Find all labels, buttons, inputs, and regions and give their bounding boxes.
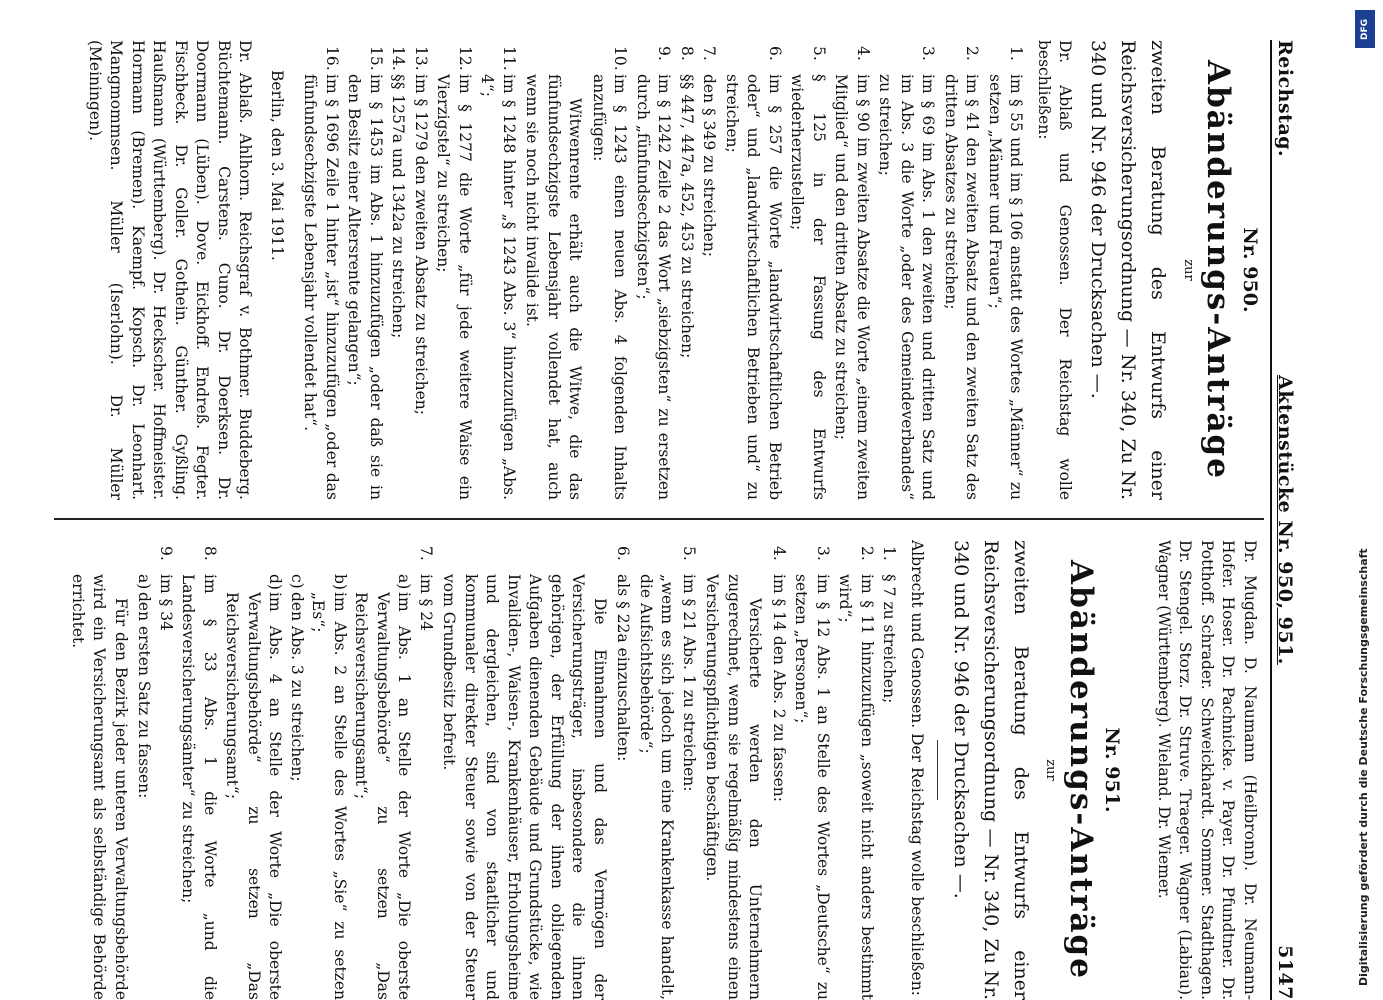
motion-item: 7. den § 349 zu streichen; — [700, 46, 719, 258]
running-header — [1270, 40, 1300, 1000]
doc-950-motions — [299, 40, 1027, 500]
motion-item: 3. im § 12 Abs. 1 an Stelle des Wortes „Deutsche“ zu setzen „Personen“; — [792, 546, 832, 1000]
doc-950-zur: zur — [1181, 259, 1196, 281]
motion-item: 6. als § 22a einzuschalten: Die Einnahmen und das Vermögen der Versicherungsträger, insbesondere die ihnen gehörigen, der Erfüllung der ihnen obliegenden Aufgaben dienenden Gebäude und Grundstücke, wie Invaliden-, Waisen-, Krankenhäuser, Erholungsheime und dergleichen, sind von staatlicher und kommunaler direkter Steuer sowie von der Steuer vom Grundbesitz befreit. — [438, 540, 634, 1000]
doc-950-date: Berlin, den 3. Mai 1911. — [268, 70, 286, 261]
motion-item: 9. im § 34 a) den ersten Satz zu fassen: Für den Bezirk jeder unteren Verwaltungsbehörde wird ein Versicherungsamt als selbständige Behörde errichtet. — [67, 540, 177, 1000]
doc-950-title: Abänderungs-Anträge — [1200, 60, 1237, 480]
motion-item: 2. im § 11 hinzuzufügen „soweit nicht anders bestimmt wird“; — [836, 546, 876, 1000]
motion-item: 9. im § 1242 Zeile 2 das Wort „siebzigsten“ zu ersetzen durch „fünfundsechzigsten“; — [634, 46, 674, 500]
page-number: 5147 — [1274, 945, 1296, 1000]
quoted-text: Für den Bezirk jeder unteren Verwaltungsbehörde wird ein Versicherungsamt als selbständige Behörde errichtet. — [69, 574, 130, 1000]
motion-item: 11. im § 1248 hinter „§ 1243 Abs. 3“ hinzuzufügen „Abs. 4“; — [478, 46, 518, 500]
motion-item: 7. im § 24 a) im Abs. 1 an Stelle der Worte „Die oberste Verwaltungsbehörde“ zu setzen „Das Reichsversicherungsamt“; b) im Abs. 2 an Stelle des Wortes „Sie“ zu setzen „Es“; c) den Abs. 3 zu streichen; d) im Abs. 4 an Stelle der Worte „Die oberste Verwaltungsbehörde“ zu setzen „Das Reichsversicherungsamt“; — [221, 540, 436, 1000]
motion-item: 6. im § 257 die Worte „landwirtschaftlichen Betrieb oder“ und „landwirtschaftlichen Betrieben und“ zu streichen; — [723, 46, 784, 500]
motion-item: 8. §§ 447, 447a, 452, 453 zu streichen; — [678, 46, 696, 359]
motion-item: 1. § 7 zu streichen; — [880, 546, 899, 704]
motion-item: 16. im § 1696 Zeile 1 hinter „ist“ hinzuzufügen „oder das fünfundsechzigste Lebensjahr vollendet hat“. — [301, 46, 341, 500]
doc-950-number: Nr. 950. — [1239, 227, 1261, 313]
sub-item: b) im Abs. 2 an Stelle des Wortes „Sie“ zu setzen „Es“; — [309, 574, 349, 1000]
motion-item: 4. im § 90 im zweiten Absatze die Worte „einem zweiten Mitglied“ und den dritten Absatz zu streichen; — [832, 46, 872, 500]
quoted-text: Witwenrente erhält auch die Witwe, die das fünfundsechzigste Lebensjahr vollendet hat, auch wenn sie noch nicht invalide ist. — [523, 74, 585, 500]
motion-item: 3. im § 69 im Abs. 1 den zweiten und dritten Satz und im Abs. 3 die Worte „oder des Gemeindeverbandes“ zu streichen; — [876, 46, 938, 500]
header-rule — [1270, 40, 1272, 1000]
doc-950-signatories: Dr. Ablaß. Ahlhorn. Reichsgraf v. Bothmer. Buddeberg. Büchtemann. Carstens. Cuno. Dr. Doerksen. Dr. Doormann (Lüben). Dove. Eickhoff. Endreß. Fegter. Fischbeck. Dr. Goller. Gothein. Günther. Gyßling. Haußmann (Württemberg). Dr. Heckscher. Hoffmeister. Hormann (Bremen). Kaempf. Kopsch. Dr. Leonhart. Mangmommsen. Müller (Iserlohn). Dr. Müller (Meiningen). — [86, 40, 255, 500]
doc-950-signatories-continued: Dr. Mugdan. D. Naumann (Heilbronn). Dr. Neumann-Hofer. Hoser. Dr. Pachnicke. v. Payer. Dr. Pfundtner. Dr. Potthoff. Schrader. Schweickhardt. Sommer. Stadthagen. Dr. Stengel. Storz. Dr. Struve. Traeger. Wagner (Labiau). Wagner (Württemberg). Wieland. Dr. Wiemer. — [1155, 540, 1259, 1000]
doc-951-motions — [67, 540, 900, 1000]
motion-item: 15. im § 1453 im Abs. 1 hinzuzufügen „oder daß sie in den Besitz einer Altersrente gelangen“; — [345, 46, 385, 500]
doc-951-subject: zweiten Beratung des Entwurfs einer Reichsversicherungsordnung — Nr. 340, Zu Nr. 340 und Nr. 946 der Drucksachen —. — [950, 540, 1032, 1000]
quoted-text: Versicherte werden den Unternehmern zugerechnet, wenn sie regelmäßig mindestens einen Versicherungspflichtigen beschäftigen. — [703, 574, 765, 1000]
quoted-text: „wenn es sich jedoch um eine Krankenkasse handelt, die Aufsichtsbehörde“; — [637, 574, 677, 1000]
motion-item: 14. §§ 1257a und 1342a zu streichen; — [389, 46, 408, 339]
column-doc-950 — [84, 40, 1261, 500]
sub-item: a) im Abs. 1 an Stelle der Worte „Die oberste Verwaltungsbehörde“ zu setzen „Das Reichsversicherungsamt“; — [352, 574, 414, 1000]
quoted-text: Die Einnahmen und das Vermögen der Versicherungsträger, insbesondere die ihnen gehörigen, der Erfüllung der ihnen obliegenden Aufgaben dienenden Gebäude und Grundstücke, wie Invaliden-, Waisen-, Krankenhäuser, Erholungsheime und dergleichen, sind von staatlicher und kommunaler direkter Steuer sowie von der Steuer vom Grundbesitz befreit. — [440, 574, 609, 1000]
column-doc-951 — [65, 540, 1261, 1000]
doc-950-intro: Dr. Ablaß und Genossen. Der Reichstag wolle beschließen: — [1035, 40, 1075, 500]
section-rule — [937, 740, 938, 800]
doc-951-number: Nr. 951. — [1101, 727, 1124, 813]
motion-item: 10. im § 1243 einen neuen Abs. 4 folgenden Inhalts anzufügen: Witwenrente erhält auch die Witwe, die das fünfundsechzigste Lebensjahr vollendet hat, auch wenn sie noch nicht invalide ist. — [521, 40, 631, 500]
doc-951-zur: zur — [1043, 759, 1059, 781]
column-divider — [54, 518, 1264, 520]
doc-951-title: Abänderungs-Anträge — [1063, 560, 1099, 980]
funding-note: Digitalisierung gefördert durch die Deutsche Forschungsgemeinschaft — [1357, 548, 1370, 986]
sub-item: a) den ersten Satz zu fassen: — [135, 574, 154, 799]
header-left: Reichstag. — [1274, 40, 1296, 158]
doc-951-intro: Albrecht und Genossen. Der Reichstag wolle beschließen: — [908, 540, 926, 996]
header-center-title: Aktenstücke Nr. 950, 951. — [1274, 375, 1296, 665]
motion-item: 5. im § 21 Abs. 1 zu streichen: „wenn es sich jedoch um eine Krankenkasse handelt, die Aufsichtsbehörde“; — [635, 540, 700, 1000]
doc-950-subject: zweiten Beratung des Entwurfs einer Reichsversicherungsordnung — Nr. 340, Zu Nr. 340 und Nr. 946 der Drucksachen —. — [1087, 40, 1170, 500]
motion-item: 8. im § 33 Abs. 1 die Worte „und die Landesversicherungsämter“ zu streichen; — [179, 546, 219, 1000]
motion-item: 13. im § 1279 den zweiten Absatz zu streichen; — [412, 46, 430, 415]
motion-item: 1. im § 55 und im § 106 anstatt des Wortes „Männer“ zu setzen „Männer und Frauen“; — [986, 46, 1026, 500]
motion-item: 12. im § 1277 die Worte „für jede weitere Waise ein Vierzigstel“ zu streichen; — [434, 46, 474, 500]
document-page — [0, 40, 1300, 1000]
motion-item: 2. im § 41 den zweiten Absatz und den zweiten Satz des dritten Absatzes zu streichen; — [942, 46, 982, 500]
sub-item: d) im Abs. 4 an Stelle der Worte „Die oberste Verwaltungsbehörde“ zu setzen „Das Reichsversicherungsamt“; — [223, 574, 285, 1000]
motion-item: 4. im § 14 den Abs. 2 zu fassen: Versicherte werden den Unternehmern zugerechnet, wenn sie regelmäßig mindestens einen Versicherungspflichtigen beschäftigen. — [701, 540, 789, 1000]
dfg-logo: DFG — [1355, 10, 1375, 48]
motion-item: 5. § 125 in der Fassung des Entwurfs wiederherzustellen; — [788, 46, 828, 500]
digitization-watermark — [1353, 6, 1379, 996]
sub-item: c) den Abs. 3 zu streichen; — [288, 574, 306, 782]
